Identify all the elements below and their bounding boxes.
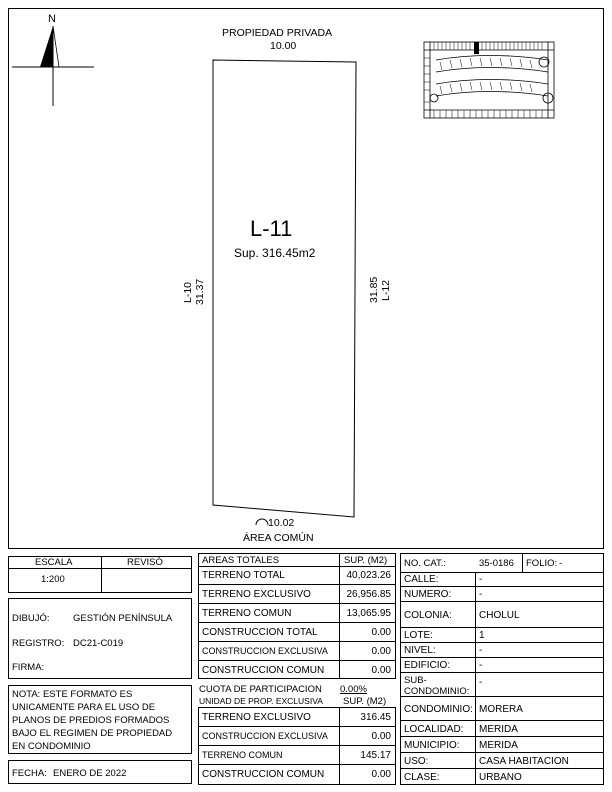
areas-row: TERRENO TOTAL 40,023.26 [199, 566, 395, 585]
left-length-label: 31.37 [194, 278, 206, 305]
note-line: BAJO EL REGIMEN DE PROPIEDAD [12, 728, 173, 739]
folio-label: FOLIO: [526, 558, 558, 569]
areas-row: TERRENO EXCLUSIVO 26,956.85 [199, 585, 395, 604]
unit-header: UNIDAD DE PROP. EXCLUSIVA [199, 696, 323, 706]
bottom-owner-label: ÁREA COMÚN [243, 532, 314, 544]
drawn-label: DIBUJÓ: [12, 613, 50, 624]
scale-header: ESCALA [35, 557, 73, 568]
note-line: NOTA: ESTE FORMATO ES [12, 689, 133, 700]
drawn-by-box [8, 598, 192, 679]
cat-row [401, 554, 603, 573]
areas-table [198, 553, 396, 679]
unit-row: CONSTRUCCION COMUN 0.00 [202, 769, 391, 780]
catastro-row: LOCALIDAD: MERIDA [401, 721, 603, 737]
areas-header: AREAS TOTALES [202, 555, 280, 566]
left-side-labels [182, 261, 208, 321]
right-side-labels [368, 259, 394, 319]
areas-row: TERRENO COMUN 13,065.95 [199, 604, 395, 623]
left-neighbor-label: L-10 [182, 281, 194, 303]
bottom-length-label: 10.02 [268, 517, 295, 529]
catastro-row: NIVEL: - [401, 643, 603, 658]
right-length-label: 31.85 [368, 276, 380, 303]
catastro-row: USO: CASA HABITACION [401, 753, 603, 769]
unit-row: TERRENO COMUN 145.17 [199, 746, 395, 765]
note-line: PLANOS DE PREDIOS FORMADOS [12, 715, 170, 726]
date-box [8, 760, 192, 784]
catastro-row: COLONIA: CHOLUL [401, 602, 603, 628]
cat-label: NO. CAT.: [404, 558, 447, 569]
date-label: FECHA: [12, 768, 47, 779]
scale-review-box [8, 556, 192, 593]
lot-name: L-11 [250, 216, 293, 241]
review-header: REVISÓ [127, 557, 163, 568]
north-label: N [48, 13, 56, 25]
areas-row: CONSTRUCCION EXCLUSIVA 0.00 [199, 642, 395, 661]
registry-label: REGISTRO: [12, 638, 65, 649]
areas-row: CONSTRUCCION TOTAL 0.00 [199, 623, 395, 642]
top-length-label: 10.00 [270, 40, 297, 52]
scale-value: 1:200 [41, 574, 65, 585]
quota-value: 0.00% [340, 684, 367, 695]
catastro-table [400, 553, 604, 785]
top-owner-label: PROPIEDAD PRIVADA [222, 27, 333, 39]
lot-surface: Sup. 316.45m2 [234, 246, 316, 260]
areas-unit: SUP. (M2) [344, 555, 388, 566]
note-box [8, 685, 192, 754]
unit-table [198, 707, 396, 785]
catastro-row: CLASE: URBANO [404, 772, 522, 783]
folio-value: - [559, 558, 563, 569]
catastro-row: CONDOMINIO: MORERA [401, 697, 603, 721]
registry-value: DC21-C019 [73, 638, 124, 649]
catastro-row: MUNICIPIO: MERIDA [401, 737, 603, 753]
cat-value: 35-0186 [479, 558, 514, 569]
catastro-row: CALLE: - [401, 572, 603, 587]
unit-row: TERRENO EXCLUSIVO 316.45 [199, 708, 395, 727]
signature-label: FIRMA: [12, 662, 45, 673]
quota-label: CUOTA DE PARTICIPACION [199, 684, 322, 695]
note-line: EN CONDOMINIO [12, 741, 91, 752]
catastro-row: NUMERO: - [401, 587, 603, 602]
note-line: UNICAMENTE PARA EL USO DE [12, 702, 156, 713]
catastro-row: SUB-CONDOMINIO: - [401, 673, 603, 697]
unit-row: CONSTRUCCION EXCLUSIVA 0.00 [199, 727, 395, 746]
areas-row: CONSTRUCCION COMUN 0.00 [202, 665, 391, 676]
catastro-row: LOTE: 1 [401, 628, 603, 643]
drawn-value: GESTIÓN PENÍNSULA [73, 613, 173, 624]
unit-unit: SUP. (M2) [343, 696, 387, 707]
date-value: ENERO DE 2022 [53, 768, 127, 779]
catastro-row: EDIFICIO: - [401, 658, 603, 673]
right-neighbor-label: L-12 [380, 279, 392, 301]
